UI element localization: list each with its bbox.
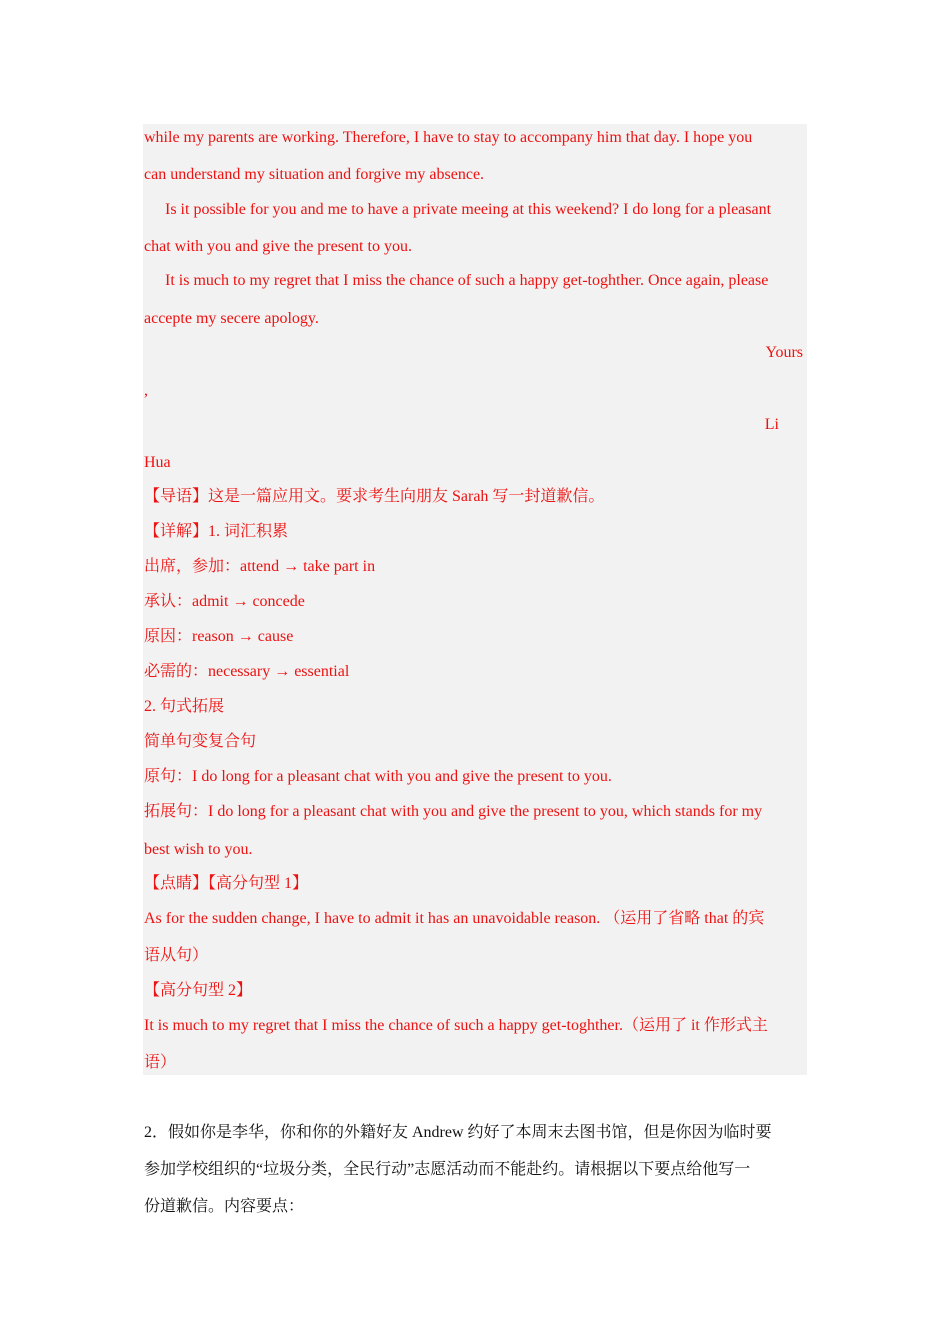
vocab-item-3: 原因：reason → cause: [144, 628, 294, 645]
expanded-sentence-2: best wish to you.: [144, 841, 253, 858]
vocab-item-1: 出席，参加：attend → take part in: [144, 558, 376, 575]
closing-hua: Hua: [144, 454, 171, 471]
vocab-item-2: 承认：admit → concede: [144, 593, 305, 610]
highlight1-line-1: As for the sudden change, I have to admit it has an unavoidable reason. （运用了省略 that 的宾: [144, 910, 765, 927]
pattern-subheading: 简单句变复合句: [144, 733, 257, 750]
original-sentence: 原句：I do long for a pleasant chat with you and give the present to you.: [144, 768, 612, 785]
closing-li: Li: [764, 416, 779, 433]
closing-comma: ,: [144, 382, 148, 399]
letter-line-3: Is it possible for you and me to have a private meeing at this weekend? I do long for a pleasant: [165, 201, 772, 218]
question2-line-3: 份道歉信。内容要点：: [144, 1198, 305, 1215]
guide-line: 【导语】这是一篇应用文。要求考生向朋友 Sarah 写一封道歉信。: [144, 488, 605, 505]
pattern-heading: 2. 句式拓展: [144, 698, 225, 715]
highlight1-heading: 【点睛】【高分句型 1】: [144, 875, 309, 892]
highlight2-line-1: It is much to my regret that I miss the chance of such a happy get-toghther.（运用了 it 作形式主: [144, 1017, 768, 1034]
letter-line-6: accepte my secere apology.: [144, 310, 319, 327]
question2-line-2: 参加学校组织的“垃圾分类，全民行动”志愿活动而不能赴约。请根据以下要点给他写一: [144, 1161, 751, 1178]
highlight2-heading: 【高分句型 2】: [144, 982, 253, 999]
highlight2-line-2: 语）: [144, 1054, 177, 1071]
detail-heading: 【详解】1. 词汇积累: [144, 523, 289, 540]
letter-line-5: It is much to my regret that I miss the chance of such a happy get-toghther. Once again, please: [165, 272, 769, 289]
question2-line-1: 2．假如你是李华，你和你的外籍好友 Andrew 约好了本周末去图书馆，但是你因为临时要: [144, 1124, 772, 1141]
closing-yours: Yours: [765, 344, 803, 361]
vocab-item-4: 必需的：necessary → essential: [144, 663, 350, 680]
highlight1-line-2: 语从句）: [144, 947, 209, 964]
expanded-sentence-1: 拓展句：I do long for a pleasant chat with you and give the present to you, which stands for my: [144, 803, 763, 820]
letter-line-1: while my parents are working. Therefore, I have to stay to accompany him that day. I hope you: [144, 129, 753, 146]
letter-line-4: chat with you and give the present to you.: [144, 238, 412, 255]
letter-line-2: can understand my situation and forgive my absence.: [144, 166, 485, 183]
